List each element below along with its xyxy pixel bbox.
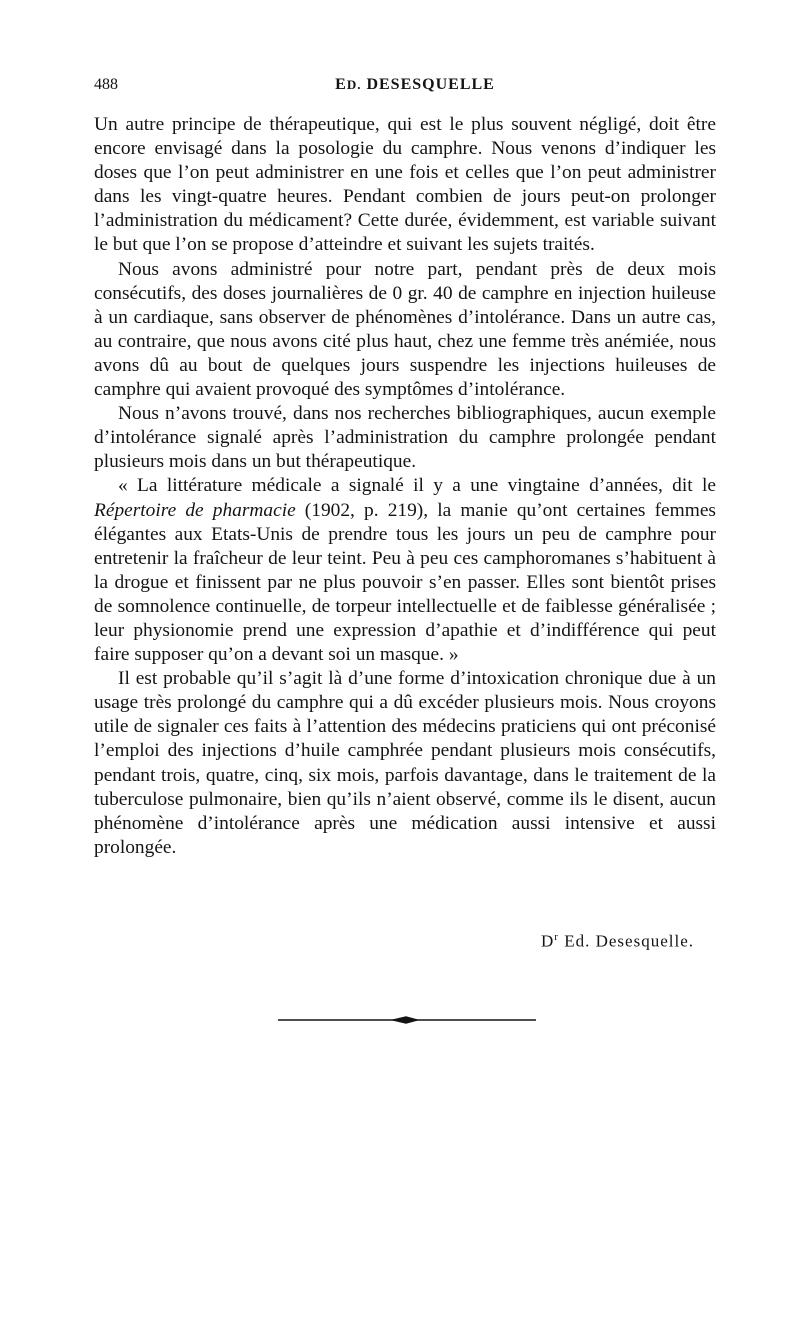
signature-name: Ed. Desesquelle. — [564, 931, 694, 951]
quotation-start: « La littérature médicale a signalé il y a une vingtaine d’années, dit le — [118, 475, 716, 497]
signature-title: D — [541, 931, 555, 951]
paragraph-posology: Un autre principe de thérapeutique, qui est le plus souvent négligé, doit être encore envisagé dans la posologie du camphre. Nous venons d’indiquer les doses que l’on peut administrer en une fois et celles que l’on peut administrer dans les vingt-quatre heures. Pendant combien de jours peut-on prolonger l’administration du médicament? Cette durée, évidemment, est variable suivant le but que l’on se propose d’atteindre et suivant les sujets traités. — [94, 114, 716, 256]
running-head — [94, 76, 716, 100]
paragraph-quotation — [94, 474, 716, 667]
author-signature — [480, 931, 694, 952]
page-number: 488 — [94, 76, 118, 93]
signature-title-sup: r — [554, 931, 559, 943]
paragraph-own-cases: Nous avons administré pour notre part, pendant près de deux mois consécutifs, des doses journalières de 0 gr. 40 de camphre en injection huileuse à un cardiaque, sans observer de phénomènes d’intolérance. Dans un autre cas, au contraire, que nous avons cité plus haut, chez une femme très anémiée, nous avons dû au bout de quelques jours suspendre les injections huileuses de camphre qui avaient provoqué des symptômes d’intolérance. — [94, 258, 716, 401]
ornament-diamond — [390, 1016, 420, 1024]
author-surname: DESESQUELLE — [366, 76, 495, 93]
running-title — [94, 76, 716, 94]
article-body — [94, 113, 716, 860]
author-initial-rest: D. — [346, 77, 362, 92]
cited-journal-title: Répertoire de pharmacie — [94, 499, 296, 521]
paragraph-conclusion: Il est probable qu’il s’agit là d’une forme d’intoxication chronique due à un usage très prolongé du camphre qui a dû excéder plusieurs mois. Nous croyons utile de signaler ces faits à l’attention des médecins praticiens qui ont préconisé l’emploi des injections d’huile camphrée pendant plusieurs mois consécutifs, pendant trois, quatre, cinq, six mois, parfois davantage, dans le traitement de la tuberculose pulmonaire, bien qu’ils n’aient observé, comme ils le disent, aucun phénomène d’intolérance après une médication aussi intensive et aussi prolongée. — [94, 668, 716, 858]
fleuron-rule-icon — [278, 1014, 536, 1026]
quotation-rest: (1902, p. 219), la manie qu’ont certaines femmes élégantes aux Etats-Unis de prendre tous les jours un peu de camphre pour entretenir la fraîcheur de leur teint. Peu à peu ces camphoromanes s’habituent à la drogue et finissent par ne plus pouvoir s’en passer. Elles sont bientôt prises de somnolence continuelle, de torpeur intellectuelle et de faiblesse généralisée ; leur physionomie prend une expression d’apathie et d’indifférence qui peut faire supposer qu’on a devant soi un masque. » — [94, 499, 716, 666]
author-initial: E — [335, 76, 347, 93]
paragraph-bibliography: Nous n’avons trouvé, dans nos recherches bibliographiques, aucun exemple d’intolérance signalé après l’administration du camphre prolongée pendant plusieurs mois dans un but thérapeutique. — [94, 403, 716, 473]
